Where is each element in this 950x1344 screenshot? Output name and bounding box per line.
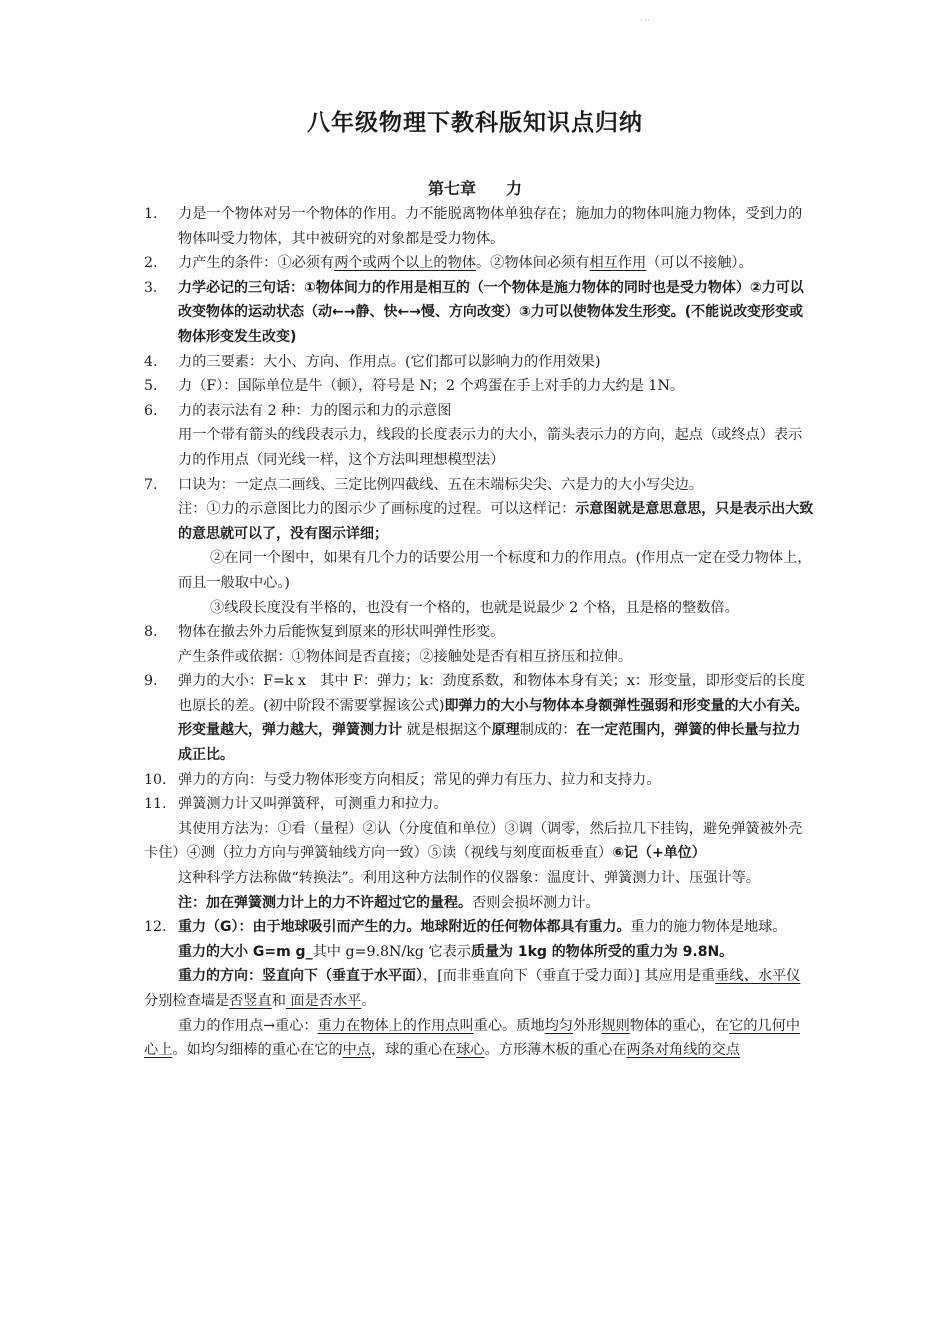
item-number: 4. (144, 353, 158, 370)
item-text: 弹力的方向：与受力物体形变方向相反；常见的弹力有压力、拉力和支持力。 (178, 771, 661, 788)
paragraph: 用一个带有箭头的线段表示力，线段的长度表示力的大小，箭头表示力的方向，起点（或终点）表示力的作用点（同光线一样，这个方法叫理想模型法） (178, 427, 803, 468)
item-text: 力（F）：国际单位是牛（顿），符号是 N；2 个鸡蛋在手上对手的力大约是 1N。 (178, 378, 685, 395)
paragraph: ②在同一个图中，如果有几个力的话要公用一个标度和力的作用点。(作用点一定在受力物体上，而且一般取中心。) (178, 550, 812, 591)
item-text: 和 (271, 993, 286, 1009)
item-text: ，球的重心在 (371, 1042, 457, 1059)
item-text: 物体在撤去外力后能恢复到原来的形状叫弹性形变。 (178, 624, 505, 641)
item-text: 弹力的大小：F=k x 其中 F：弹力；k：劲度系数，和物体本身有关；x：形变量，即形变后的长度也原长的差。(初中阶段不需要掌握该公式) (178, 673, 806, 714)
item-number: 5. (144, 378, 158, 395)
item-text: 力的三要素：大小、方向、作用点。(它们都可以影响力的作用效果) (178, 353, 601, 370)
chapter-subject: 力 (506, 179, 523, 198)
paragraph (144, 891, 814, 916)
paragraph (144, 497, 814, 546)
item-number: 3. (144, 279, 158, 296)
item-text: 重心。质地 (473, 1017, 545, 1034)
paragraph (144, 1014, 814, 1063)
bold-text: ⑥记（+单位） (612, 845, 706, 862)
underlined-text: 两条对角线的交点 (626, 1042, 740, 1059)
item-text: 。方形薄木板的重心在 (484, 1042, 627, 1059)
list-item (144, 202, 814, 251)
paragraph: 产生条件或依据：①物体间是否直接；②接触处是否有相互挤压和拉伸。 (178, 648, 633, 665)
list-item (144, 620, 814, 645)
bold-text: 重力（G）：由于地球吸引而产生的力。地球附近的任何物体都具有重力。 (178, 919, 631, 936)
item-text: 力的表示法有 2 种：力的图示和力的示意图 (178, 402, 452, 419)
item-number: 10. (144, 771, 167, 788)
underlined-text: 相互作用 (589, 255, 647, 272)
item-number: 9. (144, 673, 158, 690)
item-text: 力学必记的三句话：①物体间力的作用是相互的（一个物体是施力物体的同时也是受力物体）②力可以改变物体的运动状态（动←→静、快←→慢、方向改变）③力可以使物体发生形变。(不能说改变形变或物体形变发生改变) (178, 279, 804, 345)
bold-text: 重力的大小 G=m g_ (178, 943, 313, 960)
list-item (144, 792, 814, 817)
paragraph (144, 817, 814, 866)
header-mark: · ·· (639, 16, 650, 25)
list-item (144, 768, 814, 793)
content-body (144, 202, 814, 1063)
list-item (144, 915, 814, 940)
paragraph: ③线段长度没有半格的，也没有一个格的，也就是说最少 2 个格，且是格的整数倍。 (210, 599, 739, 616)
list-item (144, 251, 814, 276)
bold-text: 质量为 1kg 的物体所受的重力为 9.8N。 (470, 943, 734, 960)
bold-text: 即弹力的大小与物体本身额弹性强弱和形变量的大小有关。形变量越大，弹力越大，弹簧测力计 (178, 697, 809, 739)
item-text: 。如均匀细棒的重心在它的 (172, 1042, 343, 1059)
item-text: 外形 (573, 1017, 602, 1034)
chapter-name: 第七章 (427, 179, 476, 198)
underlined-text: 垂线、水平仪 (715, 968, 801, 985)
underlined-text: 重力在物体上的作用点叫 (317, 1017, 474, 1034)
item-text: 其中 g=9.8N/kg 它表示 (312, 943, 471, 960)
bold-text: 原理 (491, 722, 520, 739)
item-text: （可以不接触）。 (646, 255, 753, 272)
item-text: 重力的施力物体是地球。 (630, 919, 787, 936)
underlined-text: 均匀 (544, 1017, 573, 1034)
item-number: 1. (144, 206, 158, 222)
item-text: 重力的作用点→重心： (178, 1017, 318, 1034)
note-text: 否则会损坏测力计。 (472, 894, 600, 911)
list-item (144, 350, 814, 375)
list-item (144, 399, 814, 424)
item-number: 2. (144, 255, 158, 272)
page-title: 八年级物理下教科版知识点归纳 (307, 110, 643, 136)
chapter-heading (0, 176, 950, 199)
note-text: 注：①力的示意图比力的图示少了画标度的过程。可以这样记： (178, 501, 576, 518)
item-text: 分别检查墙是 (144, 993, 230, 1009)
usage-text: 其使用方法为：①看（量程）②认（分度值和单位）③调（调零，然后拉几下挂钩，避免弹簧被外壳卡住）④测（拉力方向与弹簧轴线方向一致）⑤读（视线与刻度面板垂直） (144, 820, 803, 862)
bold-text: 注：加在弹簧测力计上的力不许超过它的量程。 (178, 894, 472, 911)
item-number: 8. (144, 624, 158, 641)
item-number: 7. (144, 476, 158, 493)
item-text: 。 (361, 993, 376, 1009)
item-number: 12. (144, 919, 167, 936)
item-text: 。②物体间必须有 (475, 255, 590, 272)
list-item (144, 276, 814, 350)
underlined-text: 否竖直 (229, 993, 272, 1009)
list-item (144, 473, 814, 498)
paragraph (144, 964, 814, 1013)
item-text: 口诀为：一定点二画线、三定比例四截线、五在末端标尖尖、六是力的大小写尖边。 (178, 476, 703, 493)
item-text: 制成的： (519, 722, 577, 739)
bold-text: 在一定范围内，弹簧的伸长量与拉力成正比。 (178, 722, 801, 764)
item-text: 力是一个物体对另一个物体的作用。力不能脱离物体单独存在；施加力的物体叫施力物体，受到力的物体叫受力物体，其中被研究的对象都是受力物体。 (178, 206, 803, 247)
underlined-text: 球心 (456, 1042, 485, 1059)
item-text: 就是根据这个 (402, 722, 492, 739)
underlined-text: 它的几何中心上 (144, 1017, 801, 1059)
underlined-text: 中点 (342, 1042, 372, 1059)
list-item (144, 374, 814, 399)
list-item (144, 669, 814, 767)
paragraph (144, 940, 814, 965)
underlined-text: 规则 (601, 1017, 630, 1034)
item-text: 物体的重心，在 (629, 1017, 730, 1034)
bold-text: 重力的方向：竖直向下（垂直于水平面） (178, 968, 423, 985)
underlined-text: 面是否水平 (285, 993, 362, 1009)
note-bold-text: 示意图就是意思意思，只是表示出大致的意思就可以了，没有图示详细； (178, 501, 814, 542)
item-number: 6. (144, 402, 158, 419)
item-text: 力产生的条件：①必须有 (178, 255, 335, 272)
item-number: 11. (144, 796, 167, 813)
paragraph: 这种科学方法称做“转换法”。利用这种方法制作的仪器象：温度计、弹簧测力计、压强计等。 (178, 870, 761, 887)
underlined-text: 两个或两个以上的物体 (334, 255, 476, 272)
item-text: 弹簧测力计又叫弹簧秤，可测重力和拉力。 (178, 796, 448, 813)
item-text: ，[而非垂直向下（垂直于受力面）] 其应用是重 (423, 968, 716, 985)
